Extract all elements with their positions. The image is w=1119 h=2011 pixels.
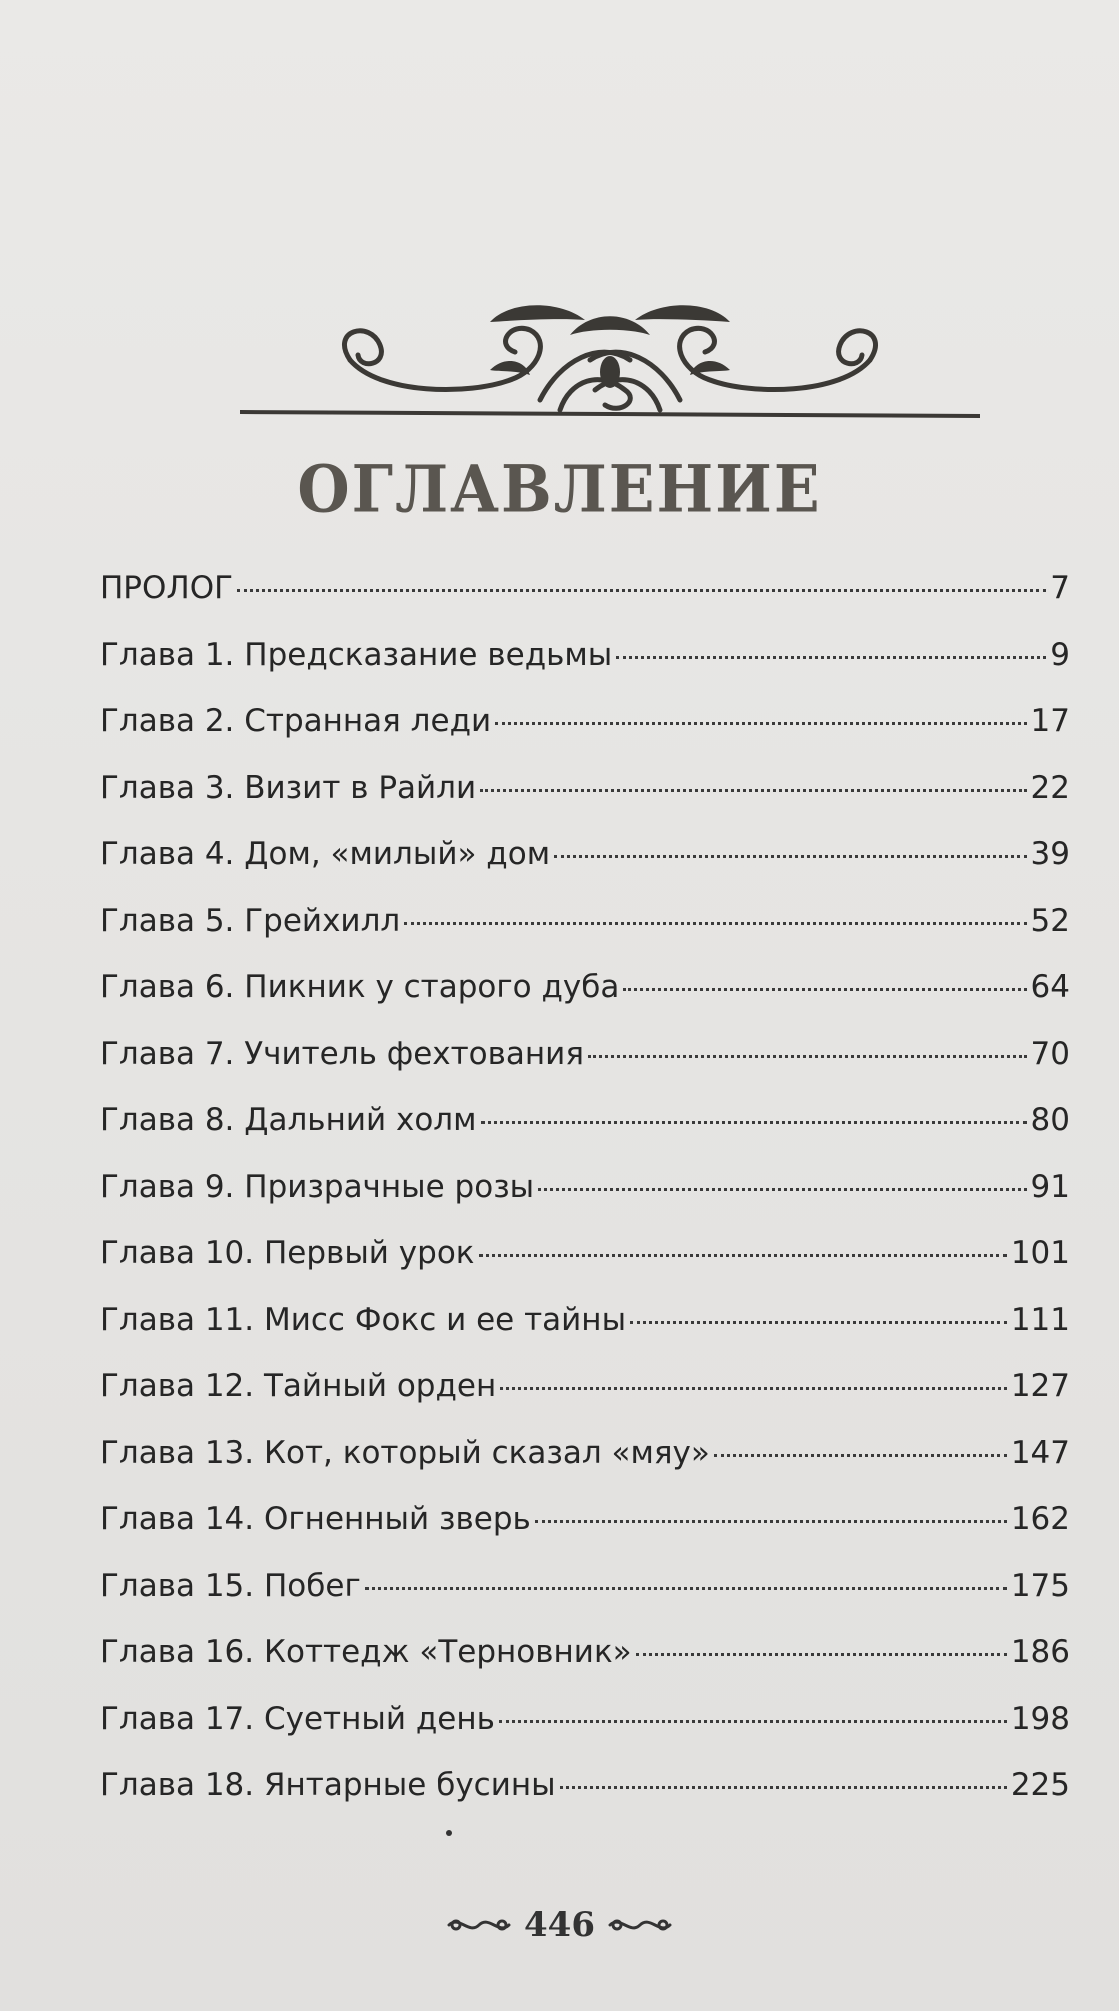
toc-entry — [100, 1302, 1070, 1369]
dot-leader — [535, 1520, 1007, 1523]
toc-entry-page: 70 — [1030, 1035, 1070, 1072]
dot-leader — [500, 1387, 1007, 1390]
toc-entry — [100, 969, 1070, 1036]
toc-entry-page: 17 — [1030, 703, 1070, 739]
toc-entry-label: Глава 15. Побег — [100, 1567, 361, 1604]
right-footer-flourish-icon — [605, 1910, 675, 1940]
toc-entry-page: 186 — [1010, 1634, 1070, 1670]
toc-entry — [100, 903, 1070, 970]
dot-leader — [588, 1055, 1027, 1058]
toc-entry-label: Глава 4. Дом, «милый» дом — [100, 836, 551, 872]
toc-entry-label: Глава 13. Кот, который сказал «мяу» — [100, 1434, 710, 1471]
toc-entry-page: 80 — [1030, 1102, 1070, 1138]
left-footer-flourish-icon — [444, 1910, 514, 1940]
toc-entry-page: 52 — [1030, 902, 1070, 939]
table-of-contents — [100, 570, 1070, 1834]
toc-entry-page: 127 — [1010, 1368, 1070, 1404]
toc-entry-label: Глава 8. Дальний холм — [100, 1102, 477, 1138]
toc-entry — [100, 1368, 1070, 1435]
toc-entry-label: Глава 1. Предсказание ведьмы — [100, 636, 613, 673]
toc-entry-label: Глава 9. Призрачные розы — [100, 1168, 535, 1205]
toc-entry — [100, 1169, 1070, 1236]
toc-entry-label: Глава 2. Странная леди — [100, 703, 492, 739]
toc-entry — [100, 1036, 1070, 1103]
toc-entry-label: Глава 16. Коттедж «Терновник» — [100, 1634, 632, 1670]
toc-entry — [100, 1102, 1070, 1169]
dot-leader — [630, 1321, 1007, 1324]
toc-entry-page: 9 — [1050, 636, 1070, 673]
toc-entry-label: Глава 6. Пикник у старого дуба — [100, 969, 620, 1005]
dot-leader — [616, 656, 1046, 659]
toc-entry-label: Глава 17. Суетный день — [100, 1700, 495, 1737]
toc-entry-label: Глава 14. Огненный зверь — [100, 1501, 531, 1537]
dot-leader — [538, 1188, 1026, 1191]
toc-entry — [100, 1235, 1070, 1302]
toc-entry-label: Глава 7. Учитель фехтования — [100, 1035, 584, 1072]
toc-entry-label: ПРОЛОГ — [100, 570, 234, 606]
toc-entry-page: 7 — [1050, 570, 1070, 606]
toc-entry — [100, 637, 1070, 704]
dot-leader — [480, 789, 1026, 792]
toc-entry-label: Глава 5. Грейхилл — [100, 902, 401, 939]
toc-entry — [100, 770, 1070, 837]
toc-entry-page: 64 — [1030, 969, 1070, 1005]
dot-leader — [365, 1587, 1007, 1590]
dot-leader — [714, 1454, 1007, 1457]
dot-leader — [636, 1653, 1007, 1656]
toc-entry-page: 225 — [1010, 1767, 1070, 1803]
toc-entry-label: Глава 18. Янтарные бусины — [100, 1767, 556, 1803]
toc-entry — [100, 1568, 1070, 1635]
flourish-ornament-icon — [240, 300, 980, 430]
toc-entry-page: 147 — [1010, 1434, 1070, 1471]
toc-entry — [100, 836, 1070, 903]
toc-entry — [100, 1701, 1070, 1768]
toc-entry-page: 162 — [1010, 1501, 1070, 1537]
toc-entry-label: Глава 3. Визит в Райли — [100, 769, 477, 806]
toc-entry — [100, 1501, 1070, 1568]
toc-entry-label: Глава 12. Тайный орден — [100, 1368, 497, 1404]
toc-entry — [100, 1767, 1070, 1834]
dot-leader — [495, 722, 1026, 725]
dot-leader — [554, 855, 1026, 858]
page-footer — [0, 1905, 1119, 1945]
toc-entry-page: 101 — [1010, 1235, 1070, 1271]
toc-entry — [100, 570, 1070, 637]
dot-leader — [623, 988, 1026, 991]
toc-entry-page: 175 — [1010, 1567, 1070, 1604]
ink-speck — [446, 1830, 452, 1836]
toc-entry-label: Глава 11. Мисс Фокс и ее тайны — [100, 1301, 627, 1338]
toc-entry-label: Глава 10. Первый урок — [100, 1235, 475, 1271]
toc-entry-page: 198 — [1010, 1700, 1070, 1737]
dot-leader — [560, 1786, 1007, 1789]
toc-entry-page: 22 — [1030, 769, 1070, 806]
toc-entry — [100, 1634, 1070, 1701]
toc-entry-page: 91 — [1030, 1168, 1070, 1205]
dot-leader — [479, 1254, 1007, 1257]
dot-leader — [499, 1720, 1007, 1723]
toc-entry — [100, 703, 1070, 770]
dot-leader — [237, 589, 1046, 592]
dot-leader — [481, 1121, 1027, 1124]
toc-entry-page: 111 — [1010, 1301, 1070, 1338]
toc-entry-page: 39 — [1030, 836, 1070, 872]
dot-leader — [404, 922, 1026, 925]
page-number: 446 — [524, 1905, 595, 1945]
toc-entry — [100, 1435, 1070, 1502]
page-title: ОГЛАВЛЕНИЕ — [297, 452, 822, 528]
